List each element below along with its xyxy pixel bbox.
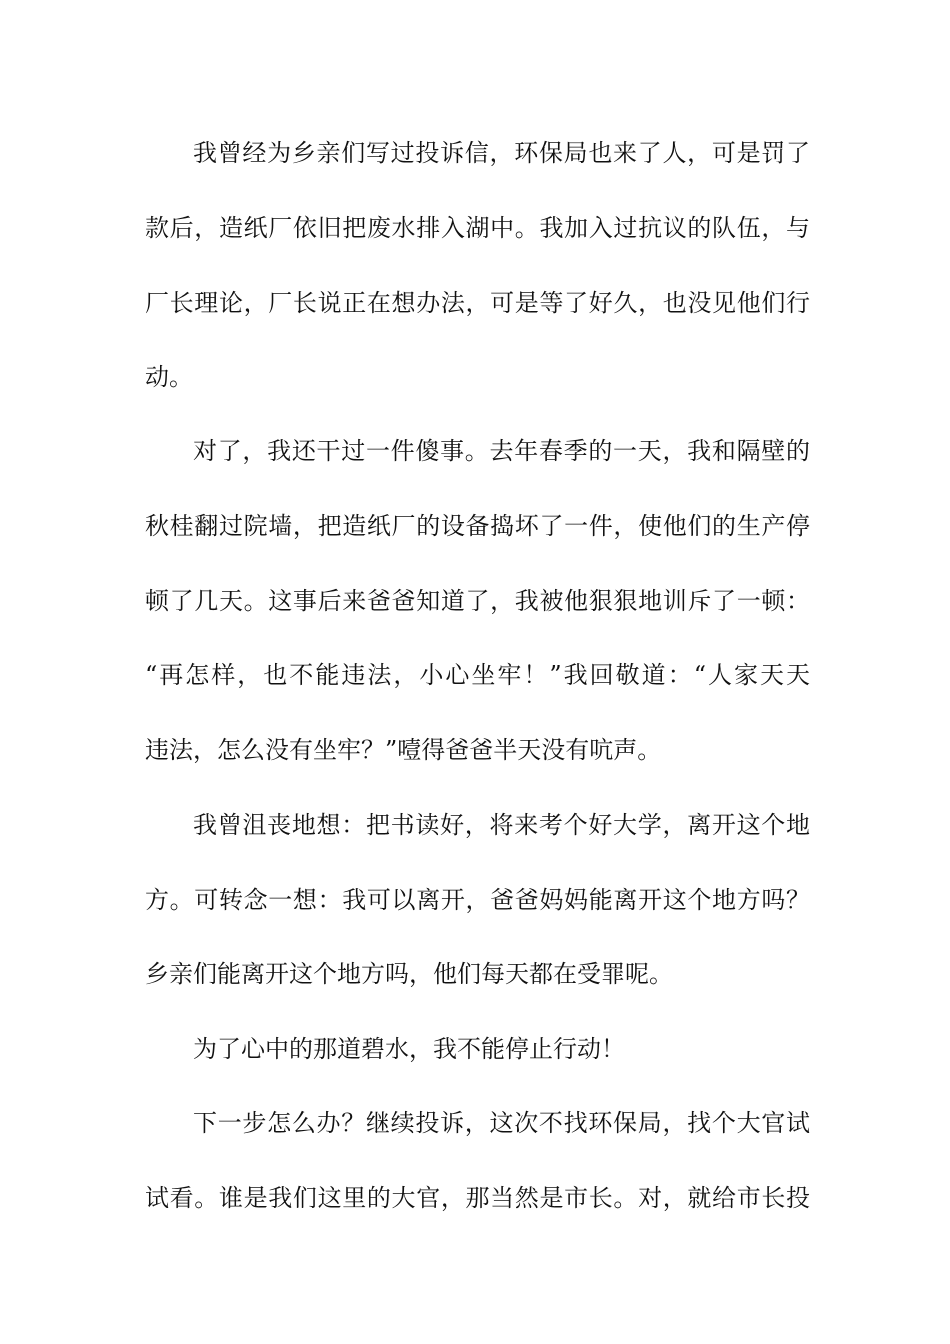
paragraph-5-line-2: 试看。谁是我们这里的大官，那当然是市长。对，就给市长投 [145,1184,810,1212]
paragraph-3-line-3: 乡亲们能离开这个地方吗，他们每天都在受罪呢。 [145,960,673,988]
paragraph-5-line-1: 下一步怎么办？继续投诉，这次不找环保局，找个大官试 [193,1109,810,1137]
paragraph-2-line-2: 秋桂翻过院墙，把造纸厂的设备捣坏了一件，使他们的生产停 [145,512,810,540]
paragraph-2-line-3: 顿了几天。这事后来爸爸知道了，我被他狠狠地训斥了一顿： [145,587,810,615]
paragraph-1-line-2: 款后，造纸厂依旧把废水排入湖中。我加入过抗议的队伍，与 [145,214,810,242]
paragraph-2-line-1: 对了，我还干过一件傻事。去年春季的一天，我和隔壁的 [193,437,810,465]
paragraph-1-line-3: 厂长理论，厂长说正在想办法，可是等了好久，也没见他们行 [145,289,810,317]
paragraph-1-line-1: 我曾经为乡亲们写过投诉信，环保局也来了人，可是罚了 [193,139,810,167]
paragraph-2-line-4: “再怎样，也不能违法，小心坐牢！”我回敬道：“人家天天 [145,661,810,689]
paragraph-4-line-1: 为了心中的那道碧水，我不能停止行动！ [193,1035,625,1063]
paragraph-1-line-4: 动。 [145,363,193,391]
paragraph-3-line-1: 我曾沮丧地想：把书读好，将来考个好大学，离开这个地 [193,811,810,839]
paragraph-2-line-5: 违法，怎么没有坐牢？”噎得爸爸半天没有吭声。 [145,736,662,764]
paragraph-3-line-2: 方。可转念一想：我可以离开，爸爸妈妈能离开这个地方吗？ [145,886,810,914]
